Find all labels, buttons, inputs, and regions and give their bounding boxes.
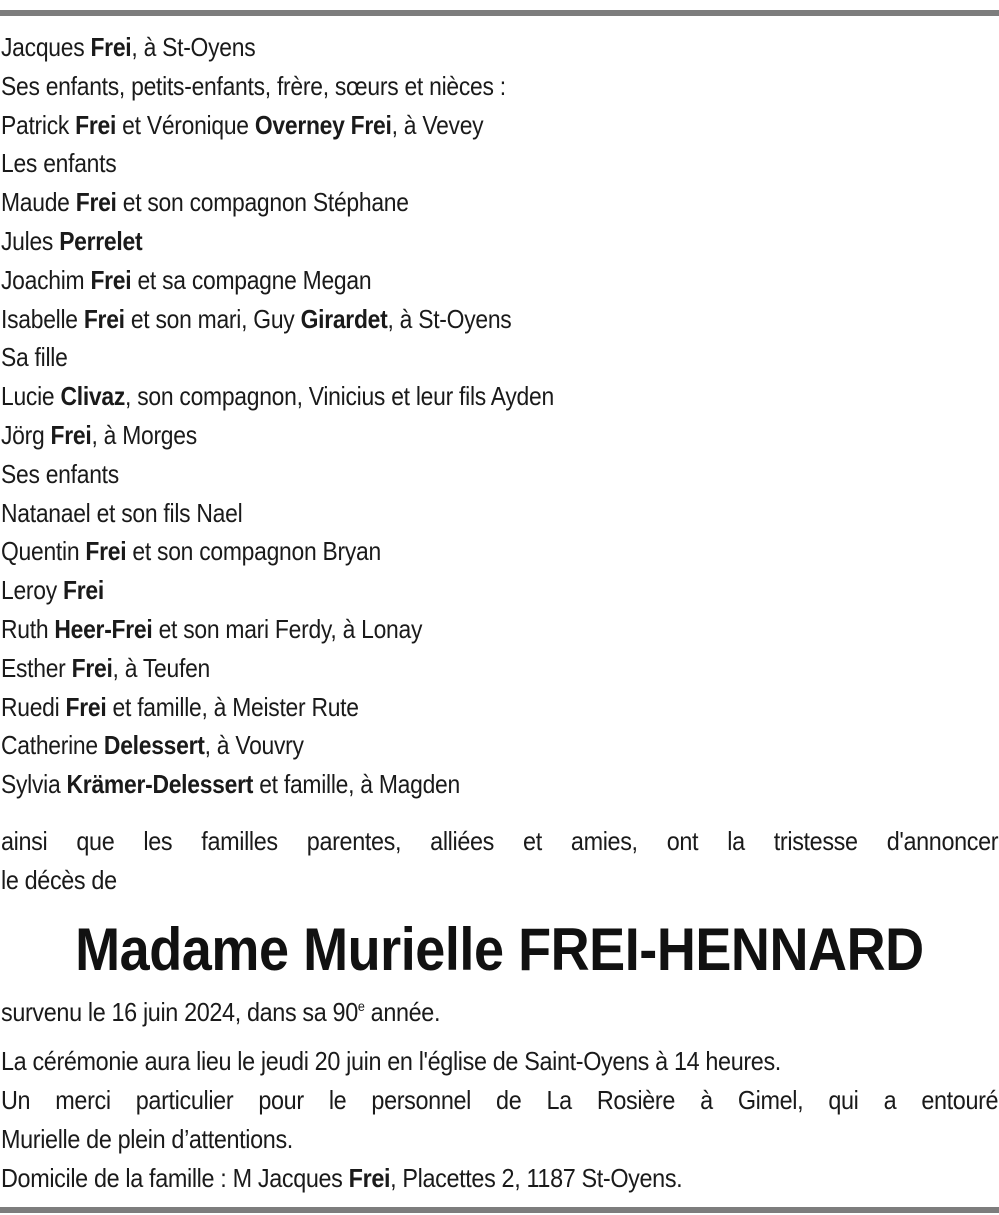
family-member-line [1,726,554,765]
family-member-surname: Frei [90,32,132,62]
family-member-surname: Frei [90,264,132,295]
ceremony-paragraph [1,1042,999,1198]
announcement-paragraph [1,822,998,900]
announcement-line: le décès de [1,865,117,895]
family-member-surname: Overney Frei [254,109,392,140]
family-address-line [1,1159,998,1198]
family-member-text: Ses enfants, petits-enfants, frère, sœurs et nièces : [1,70,506,101]
family-member-text: Joachim [1,264,91,295]
family-member-text: , à Teufen [112,652,210,683]
family-member-surname: Perrelet [59,225,143,256]
family-member-line [1,300,554,339]
top-rule [0,10,999,16]
family-member-surname: Girardet [300,303,388,334]
family-member-line [1,222,554,261]
family-member-surname: Frei [65,691,107,722]
family-member-line [1,649,554,688]
family-member-text: et famille, à Meister Rute [106,691,359,722]
family-member-line [1,765,554,804]
family-member-text: , à Vouvry [204,730,304,761]
family-member-text: Jules [1,225,60,256]
family-member-text: , à Morges [91,419,197,450]
family-member-line [1,67,554,106]
family-member-text: et son compagnon Bryan [126,536,381,567]
family-member-line [1,144,554,183]
ordinal-suffix: e [357,998,365,1014]
family-member-line [1,494,554,533]
ceremony-line: La cérémonie aura lieu le jeudi 20 juin en l'église de Saint-Oyens à 14 heures. [1,1046,781,1076]
family-member-text: Les enfants [1,148,117,179]
family-member-line [1,455,554,494]
family-member-text: Sa fille [1,342,68,373]
family-member-text: et famille, à Magden [253,769,460,800]
family-member-line [1,532,554,571]
family-member-surname: Delessert [103,730,205,761]
family-member-line [1,571,554,610]
thanks-line: Un merci particulier pour le personnel de La Rosière à Gimel, qui a entouré [1,1085,999,1115]
family-member-text: Jörg [1,419,51,450]
family-member-line [1,28,554,67]
family-member-surname: Frei [83,303,125,334]
family-member-text: et son mari, Guy [124,303,301,334]
family-member-surname: Frei [75,187,117,218]
family-member-line [1,377,554,416]
family-member-text: Leroy [1,575,64,606]
death-date-text-end: année. [364,997,441,1027]
family-member-line [1,183,554,222]
family-member-line [1,106,554,145]
announcement-line: ainsi que les familles parentes, alliées et amies, ont la tristesse d'annoncer [1,826,999,856]
family-member-text: Ruedi [1,691,66,722]
family-member-surname: Frei [75,109,117,140]
family-member-text: Isabelle [1,303,84,334]
family-member-surname: Heer-Frei [54,613,153,644]
address-text: Domicile de la famille : M Jacques [1,1163,349,1193]
family-member-surname: Frei [63,575,104,606]
family-member-text: et sa compagne Megan [131,264,372,295]
family-member-line [1,688,554,727]
family-member-text: et son compagnon Stéphane [116,187,409,218]
thanks-line-end: Murielle de plein d’attentions. [1,1124,293,1154]
family-member-text: Ruth [1,613,55,644]
family-member-text: Jacques [1,32,91,62]
family-member-text: Ses enfants [1,458,119,489]
address-surname: Frei [348,1163,391,1193]
family-member-surname: Frei [85,536,127,567]
deceased-name [0,912,999,988]
bottom-rule [0,1207,999,1213]
family-member-text: , à Vevey [391,109,484,140]
family-member-surname: Krämer-Delessert [66,769,254,800]
death-date-text: survenu le 16 juin 2024, dans sa 90 [1,997,358,1027]
family-member-surname: Frei [71,652,113,683]
deceased-name-text: Madame Murielle FREI-HENNARD [75,916,924,983]
family-member-text: , à St-Oyens [131,32,256,62]
family-member-text: Catherine [1,730,104,761]
family-member-text: Lucie [1,381,61,412]
family-member-line [1,416,554,455]
family-list [1,28,554,804]
family-member-text: Esther [1,652,72,683]
family-member-text: , son compagnon, Vinicius et leur fils Ayden [125,381,554,412]
family-member-text: Natanael et son fils Nael [1,497,243,528]
address-text-end: , Placettes 2, 1187 St-Oyens. [390,1163,683,1193]
family-member-surname: Clivaz [60,381,126,412]
family-member-line [1,338,554,377]
family-member-line [1,610,554,649]
family-member-text: et Véronique [116,109,255,140]
family-member-text: Sylvia [1,769,67,800]
family-member-line [1,261,554,300]
family-member-text: Maude [1,187,76,218]
family-member-text: Patrick [1,109,76,140]
family-member-text: , à St-Oyens [387,303,512,334]
family-member-text: Quentin [1,536,86,567]
family-member-text: et son mari Ferdy, à Lonay [152,613,423,644]
family-member-surname: Frei [50,419,92,450]
death-date-line [1,993,440,1032]
